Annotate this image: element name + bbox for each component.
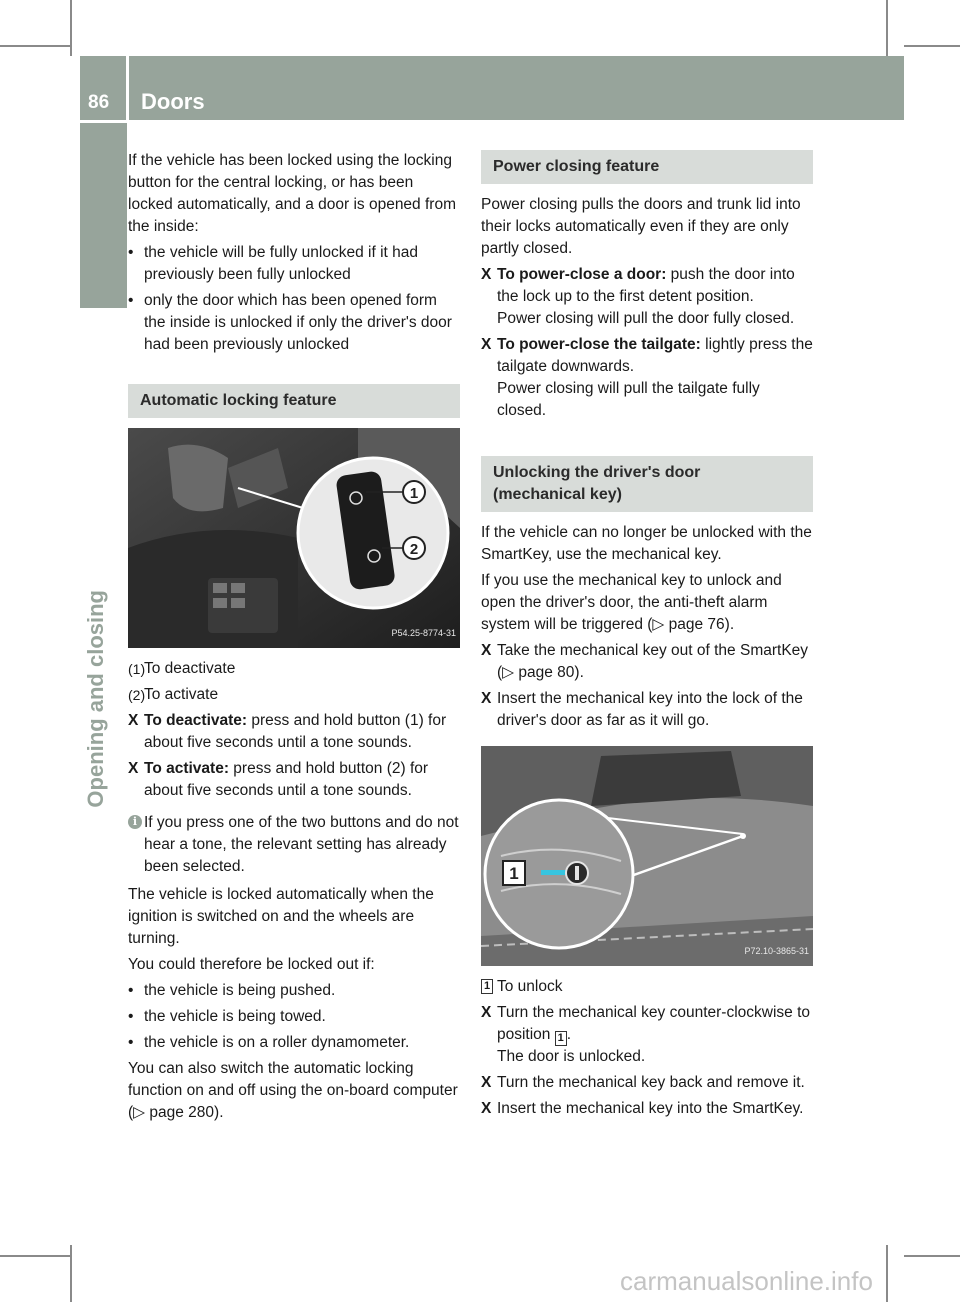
chapter-label: Opening and closing [83,590,108,808]
step-marker: X [128,760,139,777]
callout-2: 2 [409,541,419,558]
figure-door-panel [128,428,460,648]
legend-number: (1) [128,661,146,677]
bullet-marker: • [128,1034,134,1051]
crop-mark [70,1245,72,1302]
paragraph: You could therefore be locked out if: [128,956,375,973]
bullet-marker: • [128,292,134,309]
section-title: Doors [141,89,205,114]
step-item: X To deactivate: press and hold button (1) for about five seconds until a tone sounds. [128,712,447,751]
crop-mark [70,0,72,56]
list-item: • only the door which has been opened form the inside is unlocked if only the driver's door had been previously unlocked [128,292,452,353]
door-panel-illustration [128,428,460,648]
figure-code: P54.25-8774-31 [391,628,456,638]
section-heading: Automatic locking feature [128,384,460,418]
crop-mark [0,45,70,47]
bullet-marker: • [128,1008,134,1025]
callout-1: 1 [409,485,419,502]
crop-mark [886,1245,888,1302]
crop-mark [0,1255,70,1257]
position-number: 1 [555,1031,567,1046]
page-number: 86 [88,92,110,113]
step-item: X To power-close the tailgate: lightly press the tailgate downwards. Power closing will pull the tailgate fully closed. [481,336,813,419]
callout-1: 1 [509,864,519,883]
figure-door-lock [481,746,813,966]
step-marker: X [481,336,492,353]
list-item: • the vehicle is being towed. [128,1006,460,1028]
step-marker: X [128,712,139,729]
legend-number: 1 [481,979,493,994]
left-column [128,150,460,1128]
watermark: carmanualsonline.info [620,1266,873,1296]
step-marker: X [481,1074,492,1091]
step-marker: X [481,642,492,659]
list-item: • the vehicle is being pushed. [128,980,460,1002]
figure-code: P72.10-3865-31 [744,946,809,956]
legend-number: (2) [128,687,146,703]
paragraph-page-reference[interactable]: If you use the mechanical key to unlock and open the driver's door, the anti-theft alarm system will be triggered (▷ page 76). [481,572,782,633]
info-note: i If you press one of the two buttons and do not hear a tone, the relevant setting has already been selected. [128,812,460,878]
step-item: X Turn the mechanical key back and remove it. [481,1072,813,1094]
section-heading: Power closing feature [481,150,813,184]
crop-mark [904,45,960,47]
crop-mark [904,1255,960,1257]
paragraph: The vehicle is locked automatically when the ignition is switched on and the wheels are turning. [128,886,434,947]
header-divider [126,56,129,120]
door-lock-illustration [481,746,813,966]
paragraph: Power closing pulls the doors and trunk lid into their locks automatically even if they are only partly closed. [481,196,801,257]
list-item: • the vehicle is on a roller dynamometer. [128,1032,460,1054]
info-icon: i [128,815,142,829]
step-item: X To power-close a door: push the door into the lock up to the first detent position. Power closing will pull the door fully closed. [481,266,795,327]
paragraph: If the vehicle can no longer be unlocked with the SmartKey, use the mechanical key. [481,524,812,563]
step-marker: X [481,1004,492,1021]
section-heading: Unlocking the driver's door (mechanical key) [481,456,813,512]
side-tab [80,123,127,308]
step-marker: X [481,1100,492,1117]
step-marker: X [481,266,492,283]
paragraph-page-reference[interactable]: You can also switch the automatic locking function on and off using the on-board computer (▷ page 280). [128,1060,458,1121]
bullet-marker: • [128,982,134,999]
step-item: X Insert the mechanical key into the lock of the driver's door as far as it will go. [481,690,803,729]
legend-item: (2) To activate [128,684,460,706]
step-item: X Turn the mechanical key counter-clockwise to position 1 . The door is unlocked. [481,1004,811,1065]
legend-item: 1 To unlock [481,976,813,998]
bullet-marker: • [128,244,134,261]
step-item: X To activate: press and hold button (2) for about five seconds until a tone sounds. [128,760,429,799]
right-column [481,150,813,1124]
legend-item: (1) To deactivate [128,658,460,680]
list-item: • the vehicle will be fully unlocked if it had previously been fully unlocked [128,244,418,283]
step-item: X Insert the mechanical key into the SmartKey. [481,1098,813,1120]
intro-paragraph: If the vehicle has been locked using the locking button for the central locking, or has been locked automatically, and a door is opened from the inside: [128,152,456,235]
step-marker: X [481,690,492,707]
step-item[interactable]: X Take the mechanical key out of the SmartKey (▷ page 80). [481,642,809,681]
crop-mark [886,0,888,56]
